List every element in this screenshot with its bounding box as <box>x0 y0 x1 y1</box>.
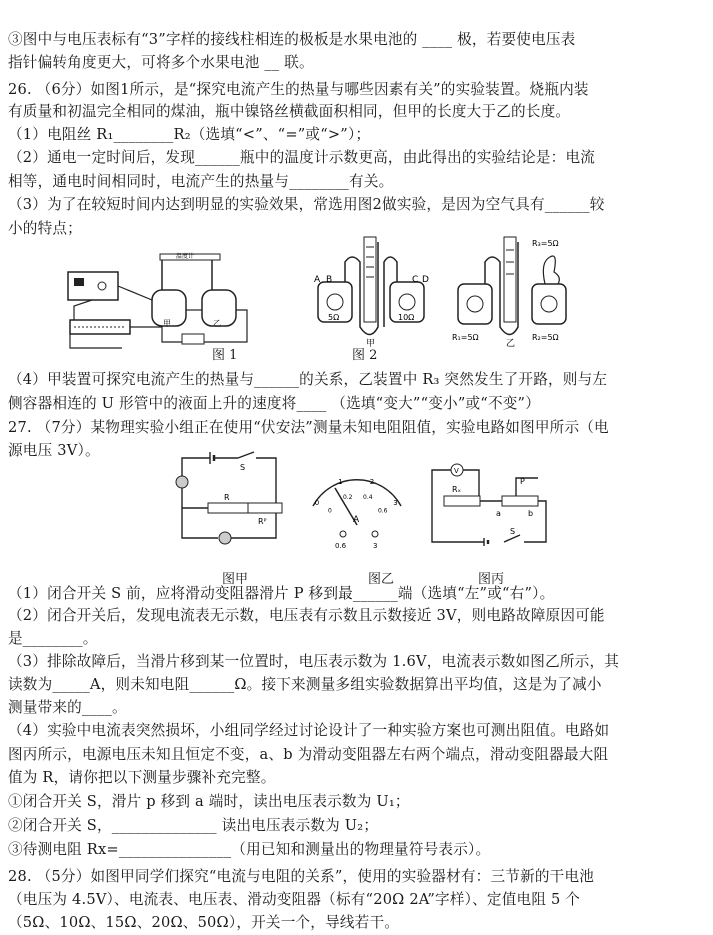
text-line: （4）甲装置可探究电流产生的热量与______的关系，乙装置中 R₃ 突然发生了开路，则与左 <box>8 371 608 388</box>
jia-s-label: S <box>240 463 246 472</box>
text-line: （2）通电一定时间后，发现______瓶中的温度计示数更高，由此得出的实验结论是：电流 <box>8 149 596 166</box>
fig2-sub-yi: 乙 <box>506 339 516 349</box>
meter-small-tick-label: 0.4 <box>363 493 373 501</box>
text-line: ①闭合开关 S，滑片 p 移到 a 端时，读出电压表示数为 U₁； <box>8 793 410 810</box>
text-line: 28. （5分）如图甲同学们探究“电流与电阻的关系”，使用的实验器材有：三节新的干电池 <box>8 868 595 885</box>
text-line: 指针偏转角度更大，可将多个水果电池 __ 联。 <box>8 54 314 71</box>
figure-yi-ammeter <box>305 470 410 550</box>
fig2-label-b: B <box>326 275 333 285</box>
bing-p-label: P <box>520 477 525 486</box>
text-line: 图丙所示，电源电压未知且恒定不变，a、b 为滑动变阻器左右两个端点，滑动变阻器最大阻 <box>8 746 609 763</box>
fig2-label-c: C <box>412 275 419 285</box>
bing-v-label: V <box>454 467 459 475</box>
figure-jia-caption: 图甲 <box>222 572 249 587</box>
text-line: 源电压 3V）。 <box>8 442 100 459</box>
text-line: （1）电阻丝 R₁________R₂（选填“<”、“=”或“>”）； <box>8 126 371 143</box>
text-line: （3）为了在较短时间内达到明显的实验效果，常选用图2做实验，是因为空气具有______较 <box>8 196 605 213</box>
text-line: （3）排除故障后，当滑片移到某一位置时，电压表示数为 1.6V，电流表示数如图乙所示，其 <box>8 653 620 670</box>
text-line: ③图中与电压表标有“3”字样的接线柱相连的极板是水果电池的 ____ 极，若要使电压表 <box>8 31 576 48</box>
text-line: 测量带来的____。 <box>8 699 127 716</box>
fig1-label-jia: 甲 <box>163 319 171 328</box>
text-line: 是________。 <box>8 630 98 647</box>
fig2-r-left: 5Ω <box>328 313 340 322</box>
text-line: 值为 R，请你把以下测量步骤补充完整。 <box>8 769 276 786</box>
meter-tick-label: 0 <box>314 499 320 508</box>
jia-r-label: R <box>224 493 230 502</box>
meter-small-tick-label: 0.6 <box>377 507 388 515</box>
figure-2-apparatus <box>300 232 600 352</box>
figure-yi-caption: 图乙 <box>368 572 395 587</box>
text-line: 相等，通电时间相同时，电流产生的热量与________有关。 <box>8 173 394 190</box>
meter-tick-label: 3 <box>393 499 398 508</box>
figure-2-caption: 图 2 <box>352 348 378 363</box>
text-line: 27. （7分）某物理实验小组正在使用“伏安法”测量未知电阻阻值，实验电路如图甲所示（电 <box>8 419 609 436</box>
text-line: （电压为 4.5V）、电流表、电压表、滑动变阻器（标有“20Ω 2A”字样）、定值电阻 5 个 <box>8 891 581 908</box>
text-line: 小的特点； <box>8 220 82 237</box>
jia-rp-label: Rᴾ <box>258 517 267 526</box>
fig2-r1: R₁=5Ω <box>452 333 479 342</box>
fig1-thermometer-label: 温度计 <box>176 253 195 260</box>
meter-terminal-2: 3 <box>373 542 378 550</box>
figure-jia-circuit <box>168 448 298 553</box>
fig2-r-right: 10Ω <box>398 313 415 322</box>
text-line: 26. （6分）如图1所示，是“探究电流产生的热量与哪些因素有关”的实验装置。烧瓶内装 <box>8 81 589 98</box>
figure-1-caption: 图 1 <box>212 348 238 363</box>
text-line: 有质量和初温完全相同的煤油，瓶中镍铬丝横截面积相同，但甲的长度大于乙的长度。 <box>8 103 571 120</box>
fig2-r2: R₂=5Ω <box>532 333 559 342</box>
meter-tick-label: 2 <box>369 477 375 486</box>
text-line: （4）实验中电流表突然损坏，小组同学经过讨论设计了一种实验方案也可测出阻值。电路如 <box>8 722 610 739</box>
text-line: 侧容器相连的 U 形管中的液面上升的速度将____ （选填“变大”“变小”或“不变”） <box>8 395 540 412</box>
meter-terminal-1: 0.6 <box>335 542 347 550</box>
text-line: （5Ω、10Ω、15Ω、20Ω、50Ω），开关一个，导线若干。 <box>8 914 400 931</box>
fig2-r3: R₃=5Ω <box>532 239 559 248</box>
text-line: ③待测电阻 Rx=_______________（用已知和测量出的物理量符号表示）。 <box>8 841 491 858</box>
text-line: （2）闭合开关后，发现电流表无示数，电压表有示数且示数接近 3V，则电路故障原因可能 <box>8 607 605 624</box>
meter-small-tick-label: 0 <box>328 507 332 515</box>
text-line: 读数为_____A，则未知电阻______Ω。接下来测量多组实验数据算出平均值，这是为了减小 <box>8 676 602 693</box>
fig2-sub-jia: 甲 <box>366 339 376 349</box>
bing-s-label: S <box>510 527 516 536</box>
figure-bing-caption: 图丙 <box>478 572 505 587</box>
fig1-label-yi: 乙 <box>213 319 221 328</box>
meter-scale-ticks <box>315 478 398 514</box>
bing-rx-label: Rₓ <box>452 485 462 494</box>
text-line: ②闭合开关 S，______________ 读出电压表示数为 U₂； <box>8 817 379 834</box>
bing-b-label: b <box>528 509 534 518</box>
meter-small-tick-label: 0.2 <box>342 493 353 501</box>
meter-tick-label: 1 <box>338 477 343 486</box>
text-line: （1）闭合开关 S 前，应将滑动变阻器滑片 P 移到最______端（选填“左”或“右”）。 <box>8 585 555 602</box>
fig2-label-a: A <box>314 275 321 285</box>
fig2-label-d: D <box>422 275 429 285</box>
bing-a-label: a <box>496 509 501 518</box>
meter-unit: A <box>353 515 360 525</box>
figure-bing-circuit <box>424 458 554 553</box>
